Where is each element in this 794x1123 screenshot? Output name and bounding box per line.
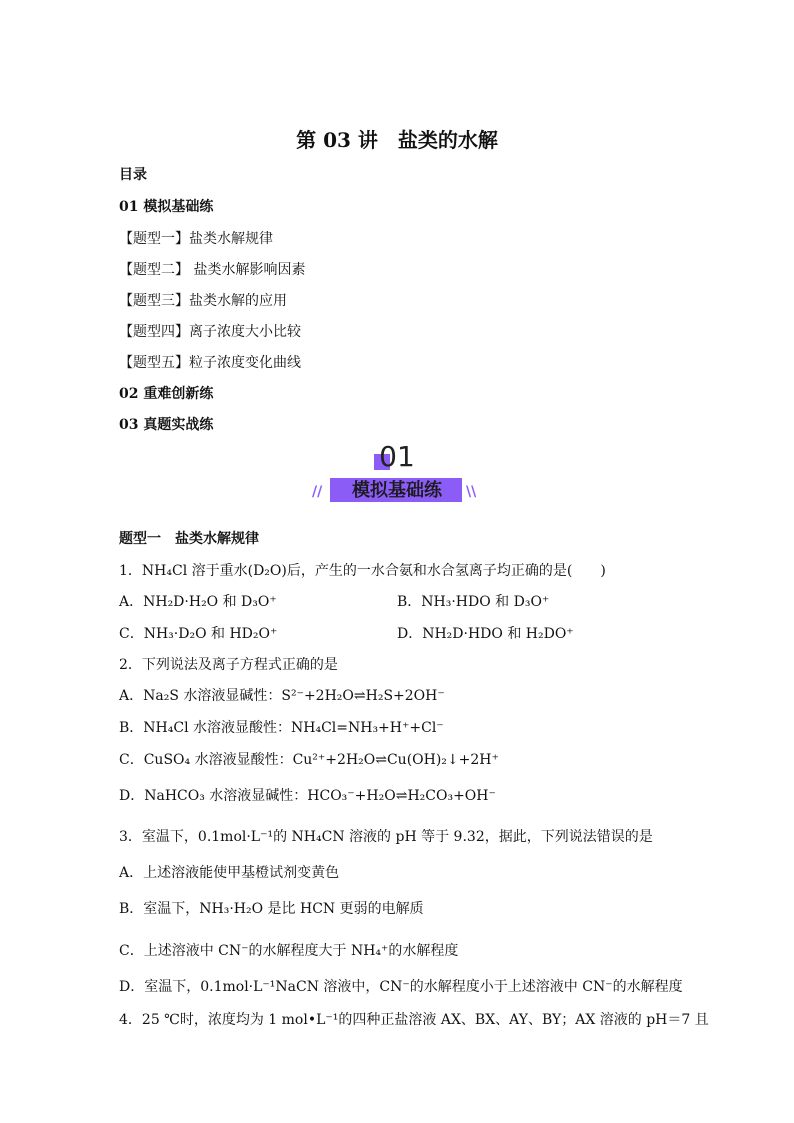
q1-option-c[interactable]: C．NH₃·D₂O 和 HD₂O⁺ (119, 626, 278, 642)
q3-option-b[interactable]: B．室温下，NH₃·H₂O 是比 HCN 更弱的电解质 (119, 901, 424, 917)
q3-option-c[interactable]: C．上述溶液中 CN⁻的水解程度大于 NH₄⁺的水解程度 (119, 943, 459, 959)
q1-stem: 1．NH₄Cl 溶于重水(D₂O)后，产生的一水合氨和水合氢离子均正确的是( ) (119, 563, 606, 579)
section-heading: 题型一 盐类水解规律 (119, 531, 259, 547)
q2-option-c[interactable]: C．CuSO₄ 水溶液显酸性：Cu²⁺+2H₂O⇌Cu(OH)₂↓+2H⁺ (119, 752, 499, 768)
q1-option-d[interactable]: D．NH₂D·HDO 和 H₂DO⁺ (397, 626, 574, 642)
toc-item-3[interactable]: 【题型三】盐类水解的应用 (119, 293, 287, 309)
toc-item-2[interactable]: 【题型二】 盐类水解影响因素 (119, 262, 306, 278)
banner-right-decoration: \\ (466, 484, 477, 500)
toc-item-5[interactable]: 【题型五】粒子浓度变化曲线 (119, 355, 301, 371)
banner-number: 01 (379, 440, 415, 473)
toc-heading: 目录 (119, 167, 147, 183)
toc-item-1[interactable]: 【题型一】盐类水解规律 (119, 231, 273, 247)
toc-item-4[interactable]: 【题型四】离子浓度大小比较 (119, 324, 301, 340)
q3-option-a[interactable]: A．上述溶液能使甲基橙试剂变黄色 (119, 865, 340, 881)
q1-option-b[interactable]: B．NH₃·HDO 和 D₃O⁺ (397, 594, 550, 610)
q4-stem: 4．25 ℃时，浓度均为 1 mol•L⁻¹的四种正盐溶液 AX、BX、AY、BY；AX 溶液的 pH＝7 且 (119, 1012, 709, 1028)
banner-label: 模拟基础练 (352, 480, 442, 501)
banner-left-decoration: // (312, 484, 323, 500)
q1-option-a[interactable]: A．NH₂D·H₂O 和 D₃O⁺ (119, 594, 277, 610)
toc-section-01[interactable]: 01 模拟基础练 (119, 199, 214, 215)
page-title: 第 03 讲 盐类的水解 (296, 128, 498, 152)
toc-section-03[interactable]: 03 真题实战练 (119, 417, 214, 433)
q2-option-d[interactable]: D．NaHCO₃ 水溶液显碱性：HCO₃⁻+H₂O⇌H₂CO₃+OH⁻ (119, 788, 496, 804)
q2-stem: 2．下列说法及离子方程式正确的是 (119, 657, 338, 673)
q3-stem: 3．室温下，0.1mol·L⁻¹的 NH₄CN 溶液的 pH 等于 9.32，据此，下列说法错误的是 (119, 829, 653, 845)
toc-section-02[interactable]: 02 重难创新练 (119, 386, 214, 402)
q2-option-b[interactable]: B．NH₄Cl 水溶液显酸性：NH₄Cl=NH₃+H⁺+Cl⁻ (119, 720, 444, 736)
q2-option-a[interactable]: A．Na₂S 水溶液显碱性：S²⁻+2H₂O⇌H₂S+2OH⁻ (119, 688, 445, 704)
q3-option-d[interactable]: D．室温下，0.1mol·L⁻¹NaCN 溶液中，CN⁻的水解程度小于上述溶液中 CN⁻的水解程度 (119, 979, 683, 995)
